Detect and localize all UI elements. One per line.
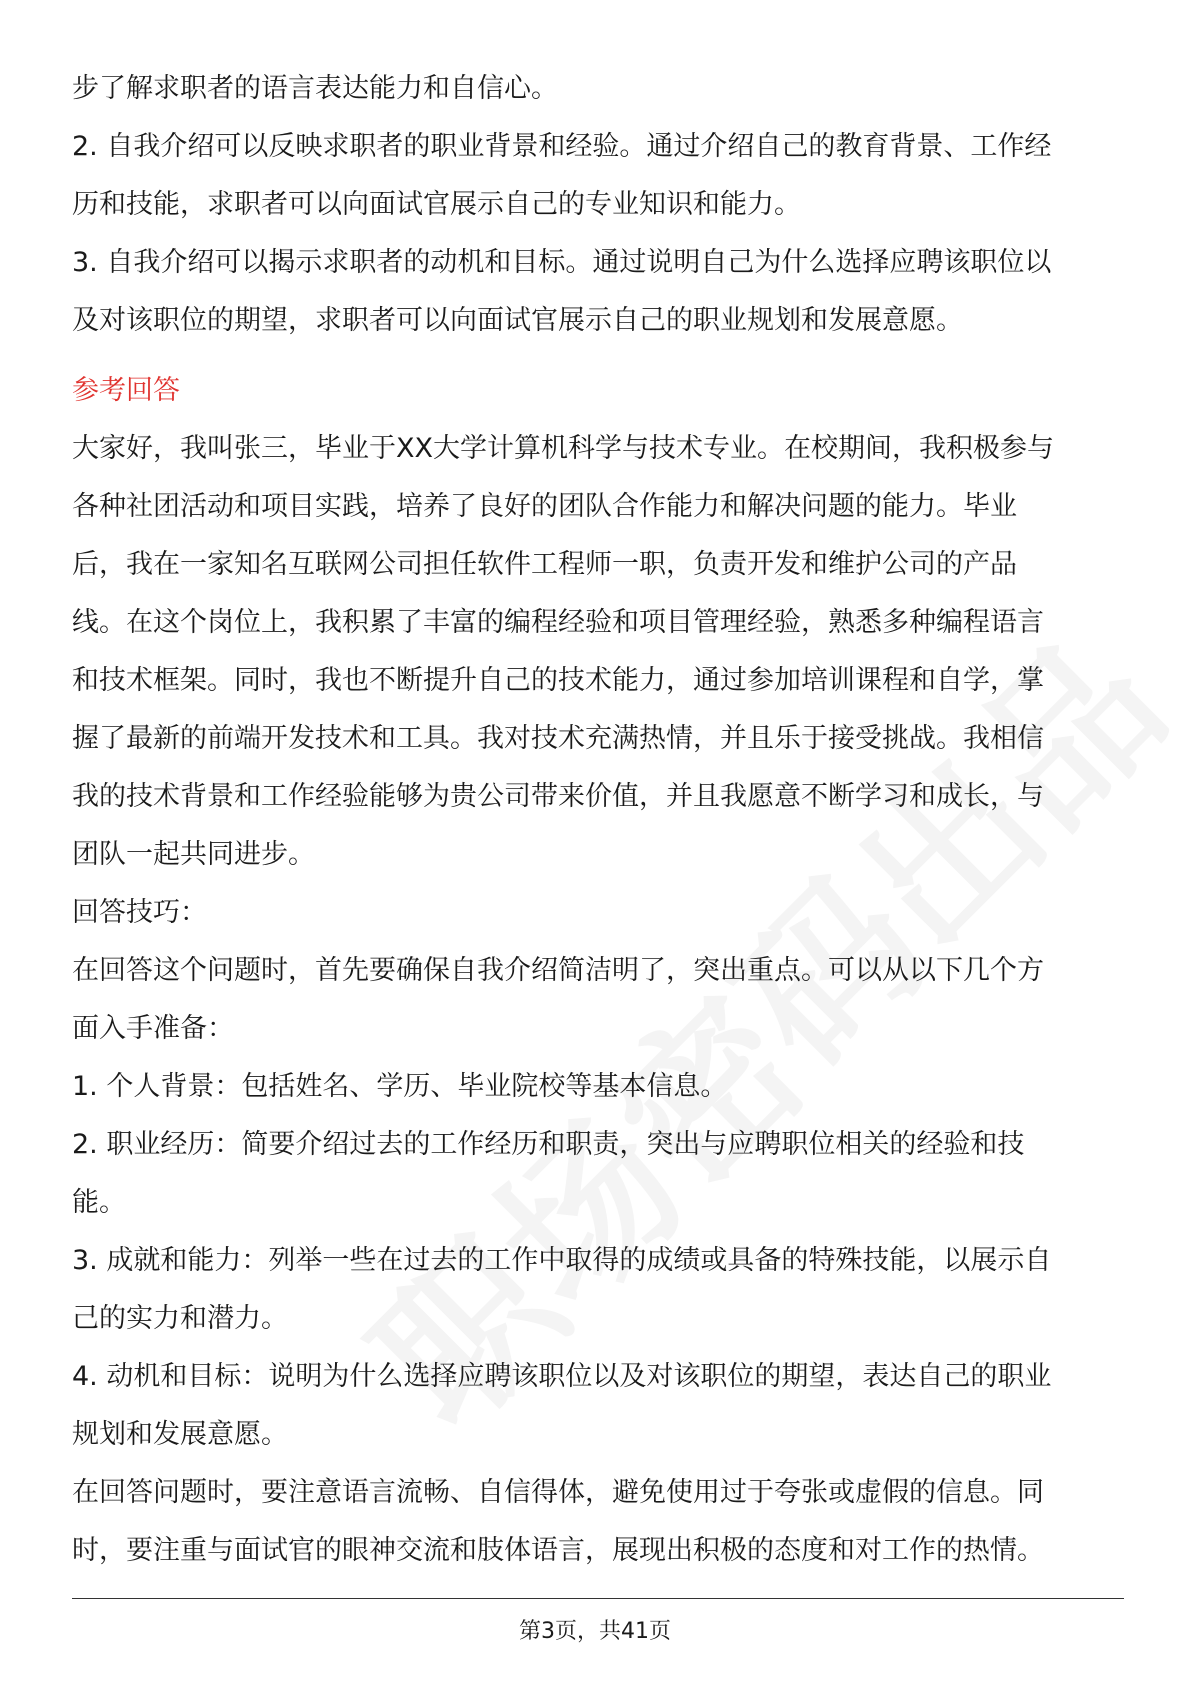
tips-line: 规划和发展意愿。	[72, 1419, 288, 1450]
reference-line: 各种社团活动和项目实践，培养了良好的团队合作能力和解决问题的能力。毕业	[72, 491, 1017, 522]
document-body	[72, 60, 1124, 1580]
reference-line: 我的技术背景和工作经验能够为贵公司带来价值，并且我愿意不断学习和成长，与	[72, 781, 1044, 812]
reference-line: 线。在这个岗位上，我积累了丰富的编程经验和项目管理经验，熟悉多种编程语言	[72, 607, 1044, 638]
reference-line: 团队一起共同进步。	[72, 839, 315, 870]
reference-line: 和技术框架。同时，我也不断提升自己的技术能力，通过参加培训课程和自学，掌	[72, 665, 1044, 696]
tips-line: 己的实力和潜力。	[72, 1303, 288, 1334]
page-number: 第3页，共41页	[519, 1619, 671, 1644]
tips-line: 3. 成就和能力：列举一些在过去的工作中取得的成绩或具备的特殊技能，以展示自	[72, 1245, 1052, 1276]
tips-line: 能。	[72, 1187, 126, 1218]
tips-line: 时，要注重与面试官的眼神交流和肢体语言，展现出积极的态度和对工作的热情。	[72, 1535, 1044, 1566]
tips-line: 在回答这个问题时，首先要确保自我介绍简洁明了，突出重点。可以从以下几个方	[72, 955, 1044, 986]
tips-line: 2. 职业经历：简要介绍过去的工作经历和职责，突出与应聘职位相关的经验和技	[72, 1129, 1025, 1160]
reference-line: 后，我在一家知名互联网公司担任软件工程师一职，负责开发和维护公司的产品	[72, 549, 1017, 580]
footer-divider	[72, 1598, 1124, 1599]
reference-line: 大家好，我叫张三，毕业于XX大学计算机科学与技术专业。在校期间，我积极参与	[72, 433, 1054, 464]
tips-line: 在回答问题时，要注意语言流畅、自信得体，避免使用过于夸张或虚假的信息。同	[72, 1477, 1044, 1508]
intro-line: 2. 自我介绍可以反映求职者的职业背景和经验。通过介绍自己的教育背景、工作经	[72, 131, 1052, 162]
tips-line: 1. 个人背景：包括姓名、学历、毕业院校等基本信息。	[72, 1071, 728, 1102]
reference-line: 握了最新的前端开发技术和工具。我对技术充满热情，并且乐于接受挑战。我相信	[72, 723, 1044, 754]
intro-line: 步了解求职者的语言表达能力和自信心。	[72, 73, 558, 104]
intro-line: 及对该职位的期望，求职者可以向面试官展示自己的职业规划和发展意愿。	[72, 305, 963, 336]
reference-answer-heading: 参考回答	[72, 375, 180, 406]
tips-line: 4. 动机和目标：说明为什么选择应聘该职位以及对该职位的期望，表达自己的职业	[72, 1361, 1052, 1392]
intro-line: 3. 自我介绍可以揭示求职者的动机和目标。通过说明自己为什么选择应聘该职位以	[72, 247, 1052, 278]
tips-title: 回答技巧：	[72, 897, 207, 928]
intro-line: 历和技能，求职者可以向面试官展示自己的专业知识和能力。	[72, 189, 801, 220]
tips-line: 面入手准备：	[72, 1013, 234, 1044]
